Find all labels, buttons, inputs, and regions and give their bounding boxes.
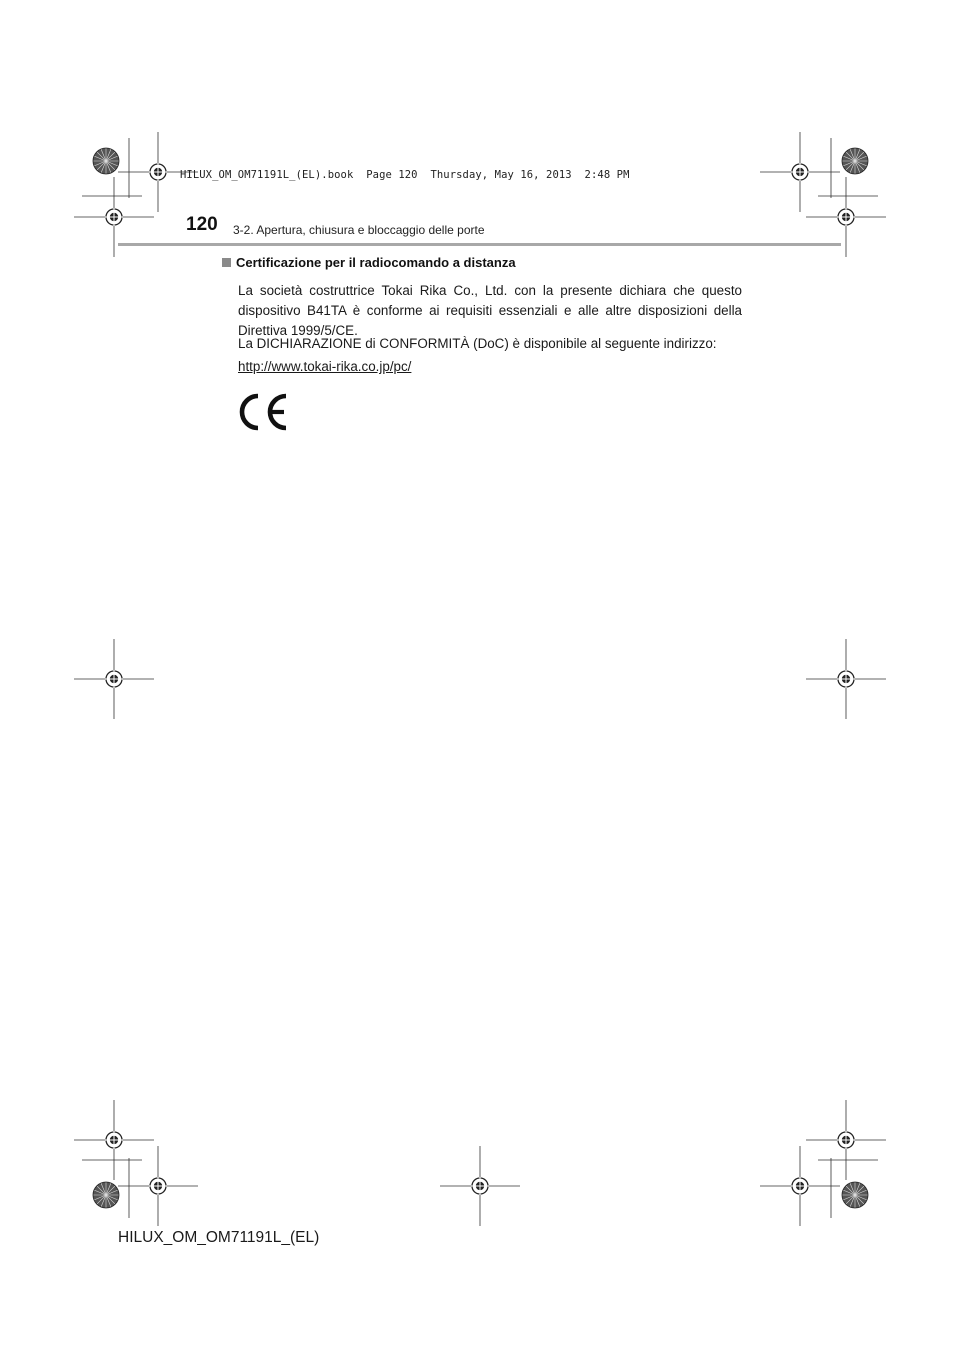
registration-mark [74, 1100, 198, 1226]
section-title-text: Certificazione per il radiocomando a distanza [236, 255, 516, 270]
registration-mark [760, 1100, 886, 1226]
section-title [222, 255, 516, 270]
registration-mark [74, 132, 198, 257]
header-rule [118, 243, 841, 246]
registration-mark [806, 639, 886, 719]
doc-url-link[interactable]: http://www.tokai-rika.co.jp/pc/ [238, 359, 412, 374]
registration-mark [440, 1146, 520, 1226]
registration-mark [74, 639, 154, 719]
doc-availability-paragraph: La DICHIARAZIONE di CONFORMITÀ (DoC) è disponibile al seguente indirizzo: [238, 336, 717, 351]
running-head: 3-2. Apertura, chiusura e bloccaggio delle porte [233, 223, 485, 237]
square-bullet-icon [222, 258, 231, 267]
declaration-paragraph: La società costruttrice Tokai Rika Co., Ltd. con la presente dichiara che questo dispositivo B41TA è conforme ai requisiti essenziali e alle altre disposizioni della Direttiva 1999/5/CE. [238, 283, 742, 338]
book-file-stamp: HILUX_OM_OM71191L_(EL).book Page 120 Thursday, May 16, 2013 2:48 PM [180, 169, 630, 181]
registration-mark [760, 132, 886, 257]
footer-document-code: HILUX_OM_OM71191L_(EL) [118, 1229, 320, 1246]
ce-mark-icon [236, 391, 292, 433]
page-number: 120 [186, 214, 218, 235]
